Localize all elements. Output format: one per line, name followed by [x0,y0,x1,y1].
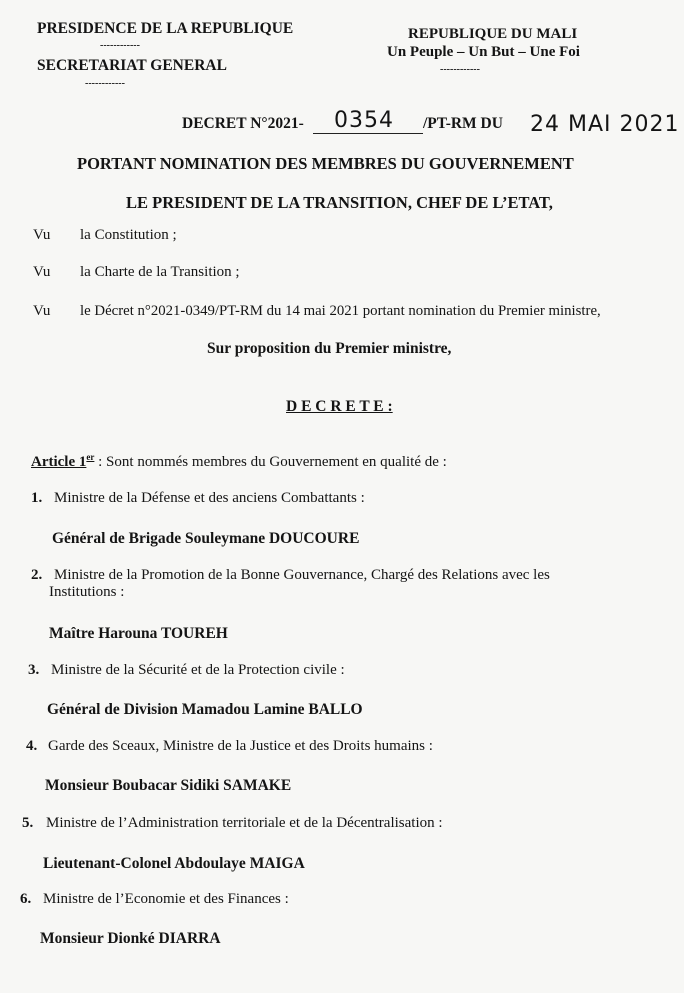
header-separator: ------------ [440,64,480,75]
decree-suffix: /PT-RM DU [423,115,503,132]
header-secretariat: SECRETARIAT GENERAL [37,57,227,74]
visa-text: le Décret n°2021-0349/PT-RM du 14 mai 2021 portant nomination du Premier ministre, [80,303,601,319]
item-post: Ministre de la Défense et des anciens Combattants : [54,490,365,506]
header-separator: ------------ [100,40,140,51]
decree-authority: LE PRESIDENT DE LA TRANSITION, CHEF DE L’ETAT, [126,193,553,212]
header-country: REPUBLIQUE DU MALI [408,26,578,42]
decree-prefix: DECRET N°2021- [182,115,304,132]
header-motto: Un Peuple – Un But – Une Foi [387,44,580,60]
item-name: Monsieur Boubacar Sidiki SAMAKE [45,777,292,794]
item-name: Monsieur Dionké DIARRA [40,930,221,947]
header-separator: ------------ [85,78,125,89]
article-text: : Sont nommés membres du Gouvernement en qualité de : [94,454,447,470]
article-sup: er [86,452,95,462]
header-presidency: PRESIDENCE DE LA REPUBLIQUE [37,20,294,37]
item-post: Ministre de la Promotion de la Bonne Gouvernance, Chargé des Relations avec les [54,567,550,583]
item-number: 6. [20,891,32,907]
decrete-heading: D E C R E T E : [286,398,393,415]
item-post: Ministre de la Sécurité et de la Protection civile : [51,662,345,678]
item-name: Général de Brigade Souleymane DOUCOURE [52,530,360,547]
item-number: 1. [31,490,43,506]
item-post-continued: Institutions : [49,584,125,600]
decree-number-underline [313,133,423,134]
visa-label: Vu [33,303,51,319]
item-name: Général de Division Mamadou Lamine BALLO [47,701,363,718]
item-post: Garde des Sceaux, Ministre de la Justice et des Droits humains : [48,738,433,754]
item-post: Ministre de l’Economie et des Finances : [43,891,289,907]
item-post: Ministre de l’Administration territoriale et de la Décentralisation : [46,815,443,831]
item-number: 5. [22,815,34,831]
visa-label: Vu [33,227,51,243]
item-number: 3. [28,662,40,678]
visa-text: la Charte de la Transition ; [80,264,240,280]
decree-number: 0354 [334,108,394,133]
decree-subject: PORTANT NOMINATION DES MEMBRES DU GOUVERNEMENT [77,154,574,173]
item-number: 4. [26,738,38,754]
item-name: Lieutenant-Colonel Abdoulaye MAIGA [43,855,305,872]
visa-label: Vu [33,264,51,280]
visa-text: la Constitution ; [80,227,177,243]
article-1 [31,452,447,471]
decree-date: 24 MAI 2021 [530,112,680,137]
item-number: 2. [31,567,43,583]
item-name: Maître Harouna TOUREH [49,625,228,642]
article-label: Article 1 [31,454,87,470]
proposal: Sur proposition du Premier ministre, [207,340,452,357]
